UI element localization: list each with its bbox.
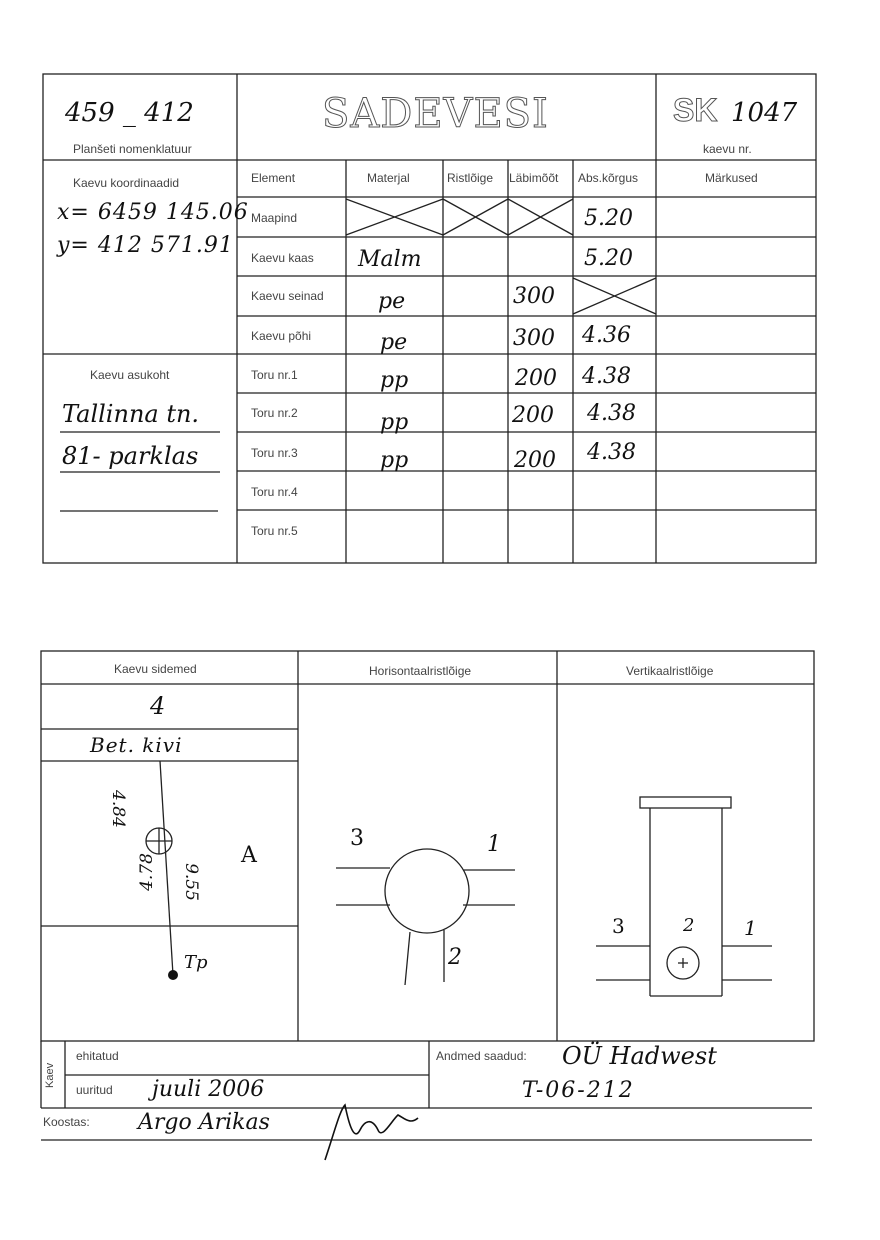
signature-scribble <box>325 1105 418 1160</box>
point-tp-label: Tp <box>184 952 208 973</box>
location-line1: Tallinna tn. <box>62 400 200 428</box>
built-label: ehitatud <box>76 1049 119 1063</box>
row-material: pp <box>380 368 409 393</box>
surveyed-label: uuritud <box>76 1083 113 1097</box>
point-tp-dot <box>168 970 178 980</box>
h-pipe-1-label: 1 <box>487 832 501 857</box>
h-pipe-3-label: 3 <box>350 826 364 851</box>
compiled-value: Argo Arikas <box>138 1110 270 1135</box>
col-header-cross: Ristlõige <box>447 171 494 185</box>
row-element: Toru nr.4 <box>251 485 298 499</box>
connection-value-1: 4 <box>150 692 166 720</box>
col-header-material: Materjal <box>367 171 410 185</box>
horizontal-section-label: Horisontaalristlõige <box>369 664 472 678</box>
well-label: Kaev <box>44 1062 56 1088</box>
page-title: SADEVESI <box>322 91 549 137</box>
compiled-label: Koostas: <box>43 1115 90 1129</box>
row-material: pe <box>380 330 408 355</box>
row-element: Kaevu seinad <box>251 289 324 303</box>
row-diameter: 200 <box>515 366 557 391</box>
row-diameter: 300 <box>513 284 555 309</box>
data-source-label: Andmed saadud: <box>436 1049 527 1063</box>
connections-label: Kaevu sidemed <box>114 662 197 676</box>
v-pipe-2-label: 2 <box>683 915 695 936</box>
data-source-code: T-06-212 <box>522 1078 635 1103</box>
row-element: Toru nr.3 <box>251 446 298 460</box>
row-element: Kaevu kaas <box>251 251 314 265</box>
row-element: Toru nr.2 <box>251 406 298 420</box>
nomenclature-label: Planšeti nomenklatuur <box>73 142 192 156</box>
distance-bottom-right: 9.55 <box>180 863 201 901</box>
col-header-element: Element <box>251 171 296 185</box>
connection-value-2: Bet. kivi <box>90 733 183 757</box>
coordinates-label: Kaevu koordinaadid <box>73 176 180 190</box>
row-diameter: 300 <box>513 326 555 351</box>
location-line2: 81- parklas <box>62 442 199 470</box>
data-source-value: OÜ Hadwest <box>562 1042 717 1070</box>
row-material: pp <box>380 448 409 473</box>
location-label: Kaevu asukoht <box>90 368 170 382</box>
row-abs: 4.36 <box>582 323 631 348</box>
point-a-label: A <box>241 843 257 868</box>
row-diameter: 200 <box>514 448 556 473</box>
row-abs: 4.38 <box>582 364 631 389</box>
v-pipe-1-label: 1 <box>744 916 757 940</box>
row-element: Toru nr.1 <box>251 368 298 382</box>
sk-prefix: SK <box>673 92 718 128</box>
row-element: Maapind <box>251 211 298 225</box>
v-pipe-3-label: 3 <box>612 914 625 938</box>
well-number-label: kaevu nr. <box>703 142 752 156</box>
row-abs: 4.38 <box>587 440 636 465</box>
distance-bottom-left: 4.78 <box>136 853 157 891</box>
row-material: Malm <box>358 247 422 272</box>
row-material: pp <box>380 410 409 435</box>
nomenclature-value: 459 _ 412 <box>65 98 194 128</box>
row-material: pe <box>378 289 406 314</box>
row-abs: 5.20 <box>584 246 633 271</box>
coordinate-x: x= 6459 145.06 <box>57 200 249 225</box>
well-number: 1047 <box>731 98 798 128</box>
distance-top: 4.84 <box>108 790 128 828</box>
surveyed-value: juuli 2006 <box>152 1077 265 1102</box>
col-header-abs: Abs.kõrgus <box>578 171 639 185</box>
row-element: Kaevu põhi <box>251 329 312 343</box>
coordinate-y: y= 412 571.91 <box>57 233 234 258</box>
col-header-notes: Märkused <box>705 171 758 185</box>
row-abs: 4.38 <box>587 401 636 426</box>
row-diameter: 200 <box>512 403 554 428</box>
col-header-diameter: Läbimõõt <box>509 171 559 185</box>
h-pipe-2-label: 2 <box>448 945 462 970</box>
row-element: Toru nr.5 <box>251 524 298 538</box>
row-abs: 5.20 <box>584 206 633 231</box>
vertical-section-label: Vertikaalristlõige <box>626 664 714 678</box>
